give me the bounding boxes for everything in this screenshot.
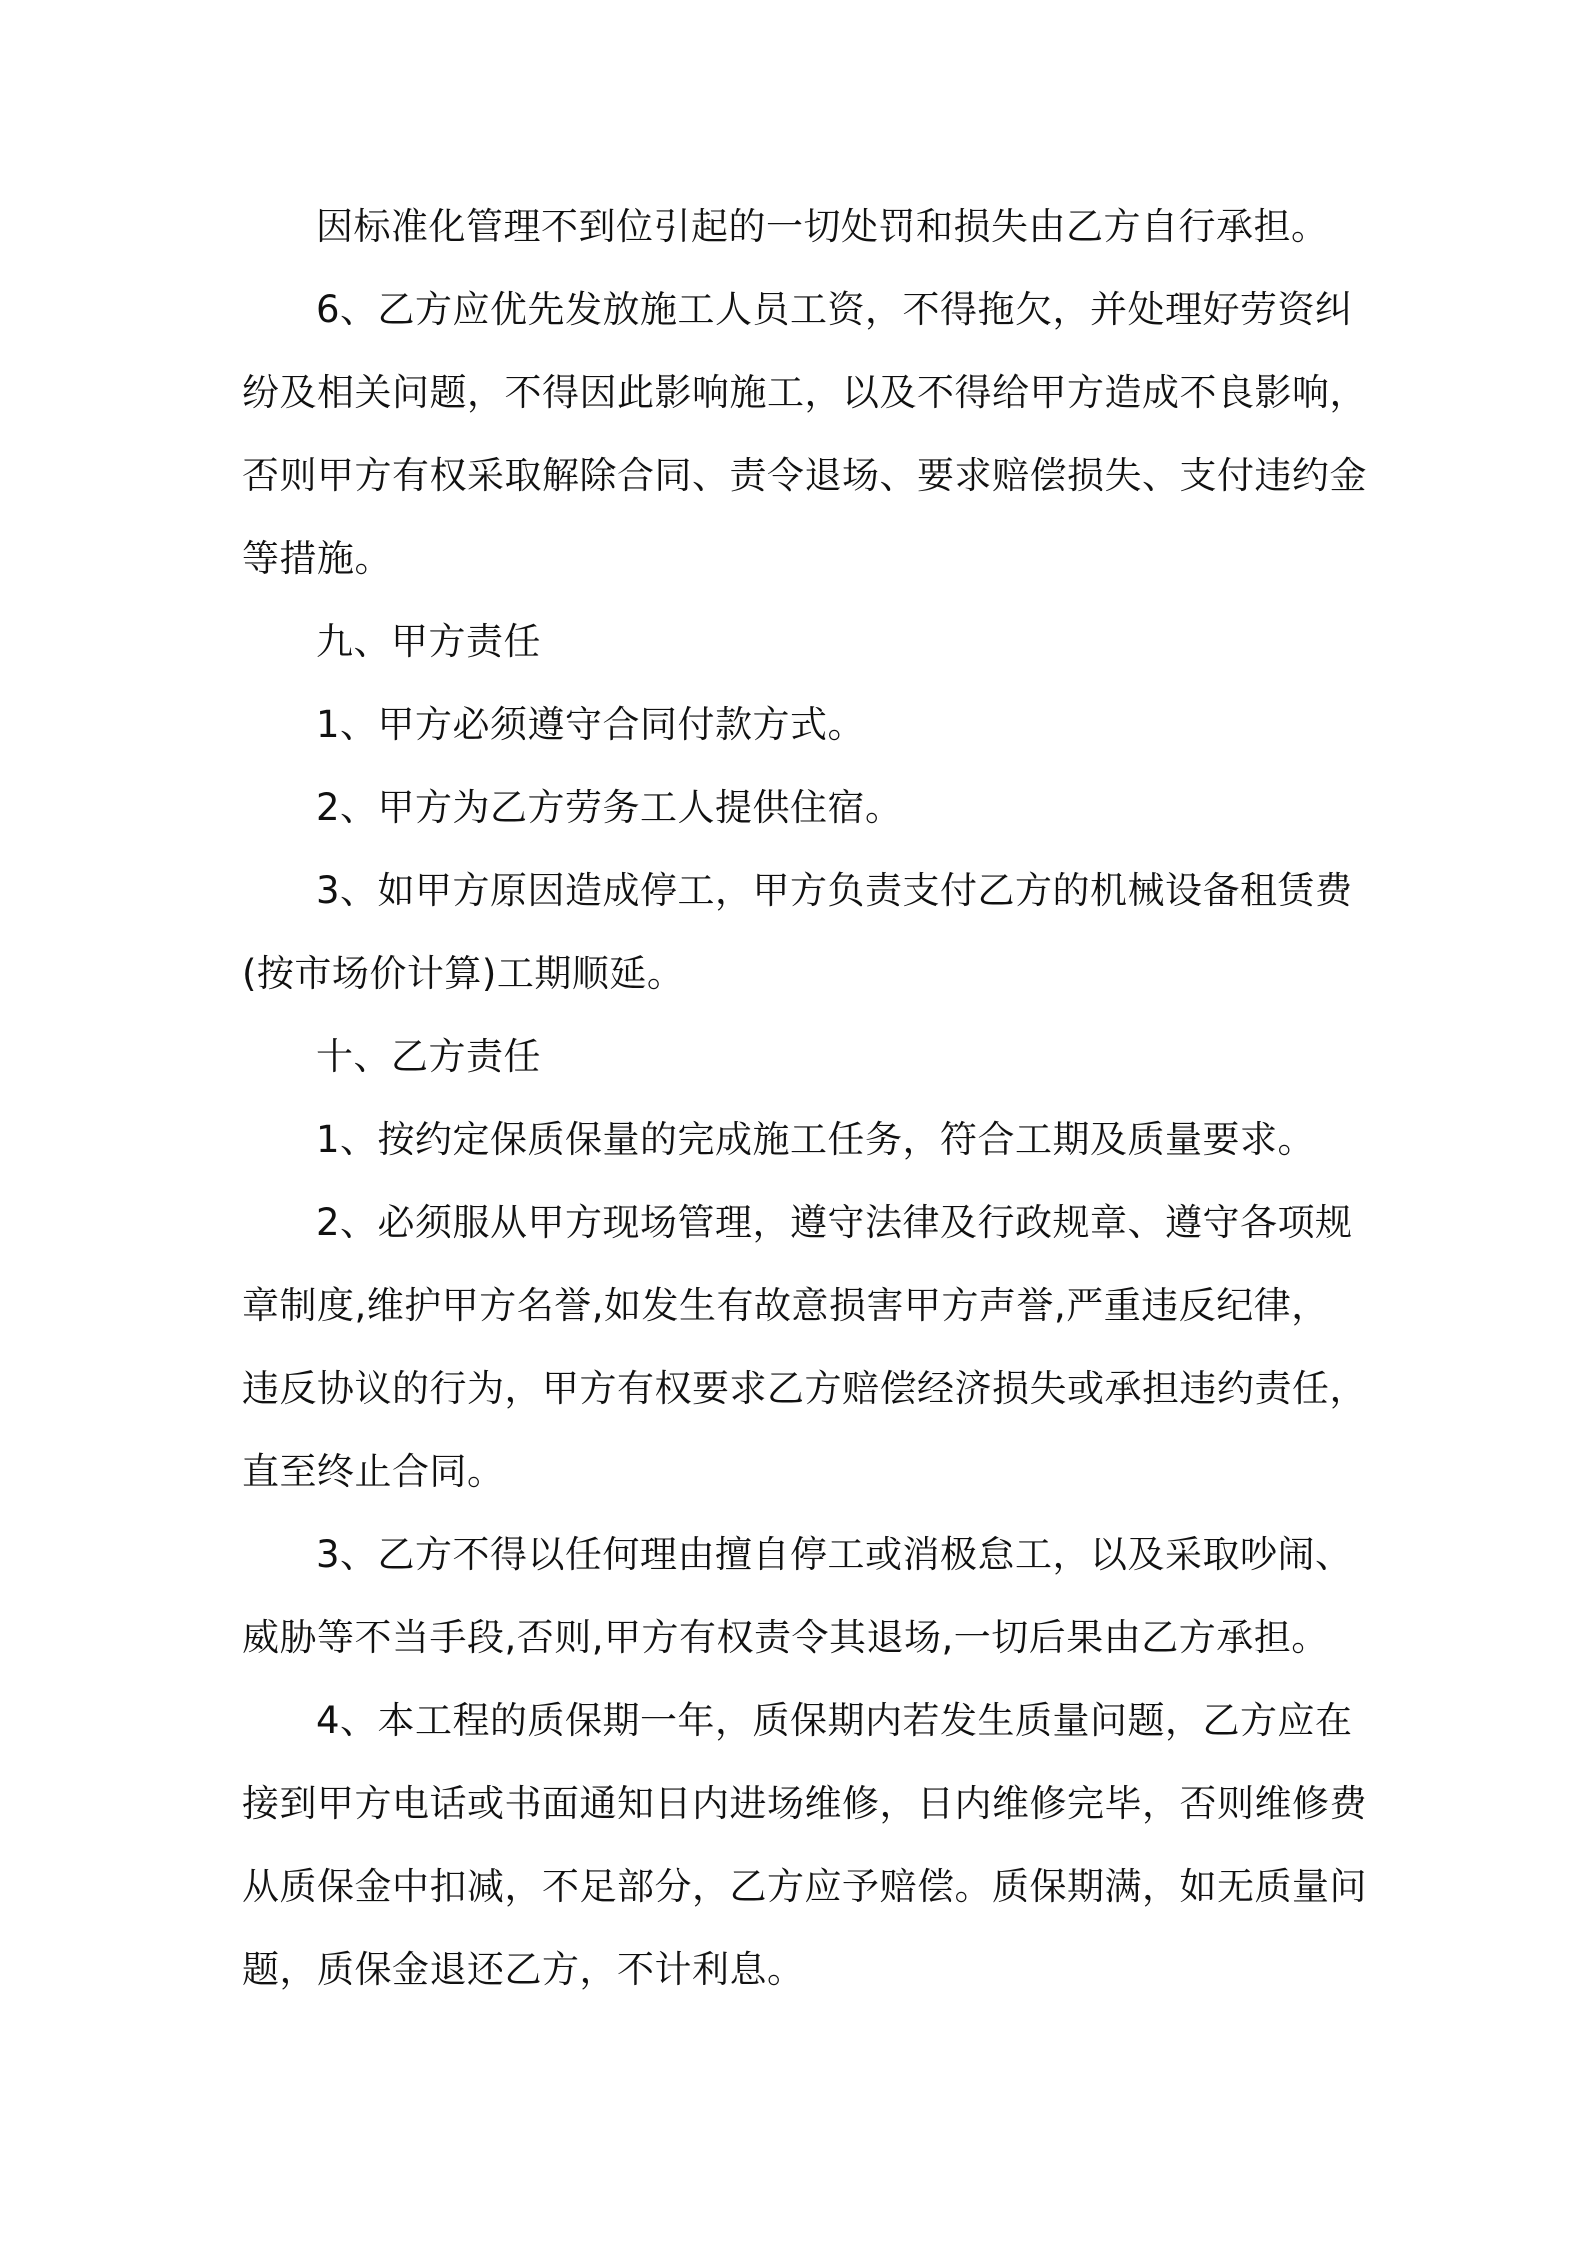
text-line: 直至终止合同。 [242, 1450, 505, 1493]
paragraph [242, 185, 1352, 268]
text-line: 4、本工程的质保期一年，质保期内若发生质量问题，乙方应在 [316, 1699, 1353, 1742]
text-line: 纷及相关问题，不得因此影响施工，以及不得给甲方造成不良影响， [242, 371, 1367, 414]
paragraph [242, 1181, 1367, 1513]
text-line: (按市场价计算)工期顺延。 [242, 952, 685, 995]
text-line: 3、乙方不得以任何理由擅自停工或消极怠工，以及采取吵闹、 [316, 1533, 1353, 1576]
text-line: 1、按约定保质保量的完成施工任务，符合工期及质量要求。 [316, 1118, 1316, 1161]
text-line: 违反协议的行为，甲方有权要求乙方赔偿经济损失或承担违约责任， [242, 1367, 1367, 1410]
text-line: 6、乙方应优先发放施工人员工资，不得拖欠，并处理好劳资纠 [316, 288, 1353, 331]
paragraph [242, 766, 1352, 849]
text-line: 因标准化管理不到位引起的一切处罚和损失由乙方自行承担。 [316, 205, 1329, 248]
document-body [242, 185, 1367, 2011]
text-line: 接到甲方电话或书面通知日内进场维修，日内维修完毕，否则维修费 [242, 1782, 1367, 1825]
text-line: 九、甲方责任 [316, 620, 541, 663]
text-line: 3、如甲方原因造成停工，甲方负责支付乙方的机械设备租赁费 [316, 869, 1353, 912]
text-line: 从质保金中扣减，不足部分，乙方应予赔偿。质保期满，如无质量问 [242, 1865, 1367, 1908]
text-line: 题，质保金退还乙方，不计利息。 [242, 1948, 805, 1991]
text-line: 2、必须服从甲方现场管理，遵守法律及行政规章、遵守各项规 [316, 1201, 1353, 1244]
text-line: 2、甲方为乙方劳务工人提供住宿。 [316, 786, 903, 829]
paragraph [242, 1513, 1352, 1679]
text-line: 十、乙方责任 [316, 1035, 541, 1078]
text-line: 1、甲方必须遵守合同付款方式。 [316, 703, 866, 746]
paragraph [242, 683, 1352, 766]
paragraph [242, 1098, 1352, 1181]
text-line: 否则甲方有权采取解除合同、责令退场、要求赔偿损失、支付违约金 [242, 454, 1367, 497]
section-heading [242, 1015, 1352, 1098]
section-heading [242, 600, 1352, 683]
text-line: 威胁等不当手段,否则,甲方有权责令其退场,一切后果由乙方承担。 [242, 1616, 1329, 1659]
paragraph [242, 849, 1352, 1015]
paragraph [242, 268, 1367, 600]
paragraph [242, 1679, 1367, 2011]
text-line: 章制度,维护甲方名誉,如发生有故意损害甲方声誉,严重违反纪律， [242, 1284, 1329, 1327]
text-line: 等措施。 [242, 537, 392, 580]
